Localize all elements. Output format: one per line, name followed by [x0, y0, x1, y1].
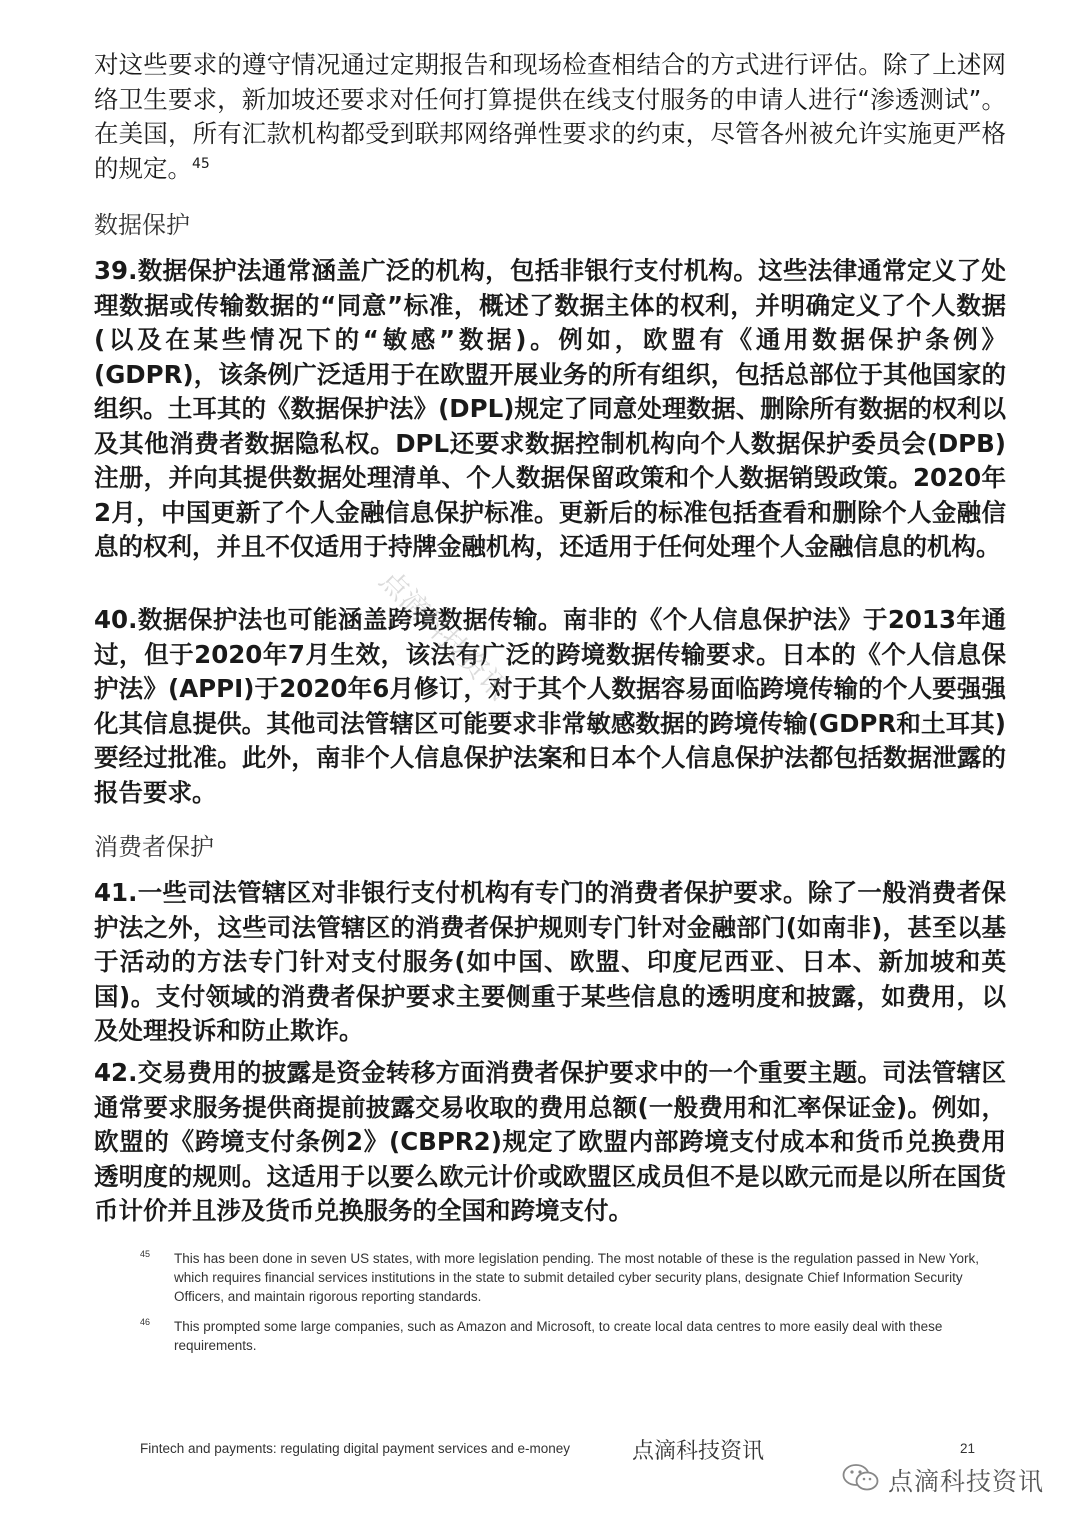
diagonal-watermark: 点滴科技资讯	[373, 563, 516, 706]
paragraph-39	[94, 254, 1006, 565]
footnote-mark: 45	[140, 1249, 151, 1259]
section-heading-data-protection: 数据保护	[94, 211, 190, 239]
footnote-46	[140, 1317, 990, 1355]
footnote-ref-45[interactable]: 45	[192, 155, 210, 172]
paragraph-number: 40.	[94, 605, 138, 634]
section-heading-consumer-protection: 消费者保护	[94, 833, 214, 861]
paragraph-number: 41.	[94, 878, 138, 907]
paragraph-39-text: 数据保护法通常涵盖广泛的机构，包括非银行支付机构。这些法律通常定义了处理数据或传输数据的“同意”标准，概述了数据主体的权利，并明确定义了个人数据(以及在某些情况下的“敏感”数据)。例如，欧盟有《通用数据保护条例》(GDPR)，该条例广泛适用于在欧盟开展业务的所有组织，包括总部位于其他国家的组织。土耳其的《数据保护法》(DPL)规定了同意处理数据、删除所有数据的权利以及其他消费者数据隐私权。DPL还要求数据控制机构向个人数据保护委员会(DPB)注册，并向其提供数据处理清单、个人数据保留政策和个人数据销毁政策。2020年2月，中国更新了个人金融信息保护标准。更新后的标准包括查看和删除个人金融信息的权利，并且不仅适用于持牌金融机构，还适用于任何处理个人金融信息的机构。	[94, 256, 1006, 561]
paragraph-number: 39.	[94, 256, 138, 285]
wechat-watermark-label: 点滴科技资讯	[888, 1467, 1045, 1496]
paragraph-41-text: 一些司法管辖区对非银行支付机构有专门的消费者保护要求。除了一般消费者保护法之外，这些司法管辖区的消费者保护规则专门针对金融部门(如南非)，甚至以基于活动的方法专门针对支付服务(如中国、欧盟、印度尼西亚、日本、新加坡和英国)。支付领域的消费者保护要求主要侧重于某些信息的透明度和披露，如费用，以及处理投诉和防止欺诈。	[94, 878, 1006, 1045]
footnote-text: This prompted some large companies, such as Amazon and Microsoft, to create local data centres to more easily deal with these requirements.	[174, 1319, 943, 1353]
footnote-45	[140, 1249, 990, 1306]
page-number: 21	[960, 1441, 976, 1456]
footer-document-title: Fintech and payments: regulating digital payment services and e-money	[140, 1441, 570, 1456]
paragraph-number: 42.	[94, 1058, 138, 1087]
wechat-watermark	[842, 1462, 1044, 1498]
footer-center-label: 点滴科技资讯	[632, 1439, 765, 1464]
paragraph-42	[94, 1056, 1006, 1229]
wechat-icon	[842, 1463, 880, 1497]
paragraph-41	[94, 876, 1006, 1049]
paragraph-40	[94, 603, 1006, 810]
footnote-text: This has been done in seven US states, with more legislation pending. The most notable of these is the regulation passed in New York, which requires financial services institutions in the state to submit detailed cyber security plans, designate Chief Information Security Officers, and maintain rigorous reporting standards.	[174, 1251, 979, 1304]
paragraph-intro	[94, 48, 1006, 186]
footnote-mark: 46	[140, 1317, 151, 1327]
paragraph-42-text: 交易费用的披露是资金转移方面消费者保护要求中的一个重要主题。司法管辖区通常要求服务提供商提前披露交易收取的费用总额(一般费用和汇率保证金)。例如，欧盟的《跨境支付条例2》(CBPR2)规定了欧盟内部跨境支付成本和货币兑换费用透明度的规则。这适用于以要么欧元计价或欧盟区成员但不是以欧元而是以所在国货币计价并且涉及货币兑换服务的全国和跨境支付。	[94, 1058, 1006, 1225]
paragraph-intro-text: 对这些要求的遵守情况通过定期报告和现场检查相结合的方式进行评估。除了上述网络卫生要求，新加坡还要求对任何打算提供在线支付服务的申请人进行“渗透测试”。在美国，所有汇款机构都受到联邦网络弹性要求的约束，尽管各州被允许实施更严格的规定。	[94, 50, 1006, 183]
paragraph-40-text: 数据保护法也可能涵盖跨境数据传输。南非的《个人信息保护法》于2013年通过，但于2020年7月生效，该法有广泛的跨境数据传输要求。日本的《个人信息保护法》(APPI)于2020年6月修订，对于其个人数据容易面临跨境传输的个人要强强化其信息提供。其他司法管辖区可能要求非常敏感数据的跨境传输(GDPR和土耳其)要经过批准。此外，南非个人信息保护法案和日本个人信息保护法都包括数据泄露的报告要求。	[94, 605, 1006, 807]
